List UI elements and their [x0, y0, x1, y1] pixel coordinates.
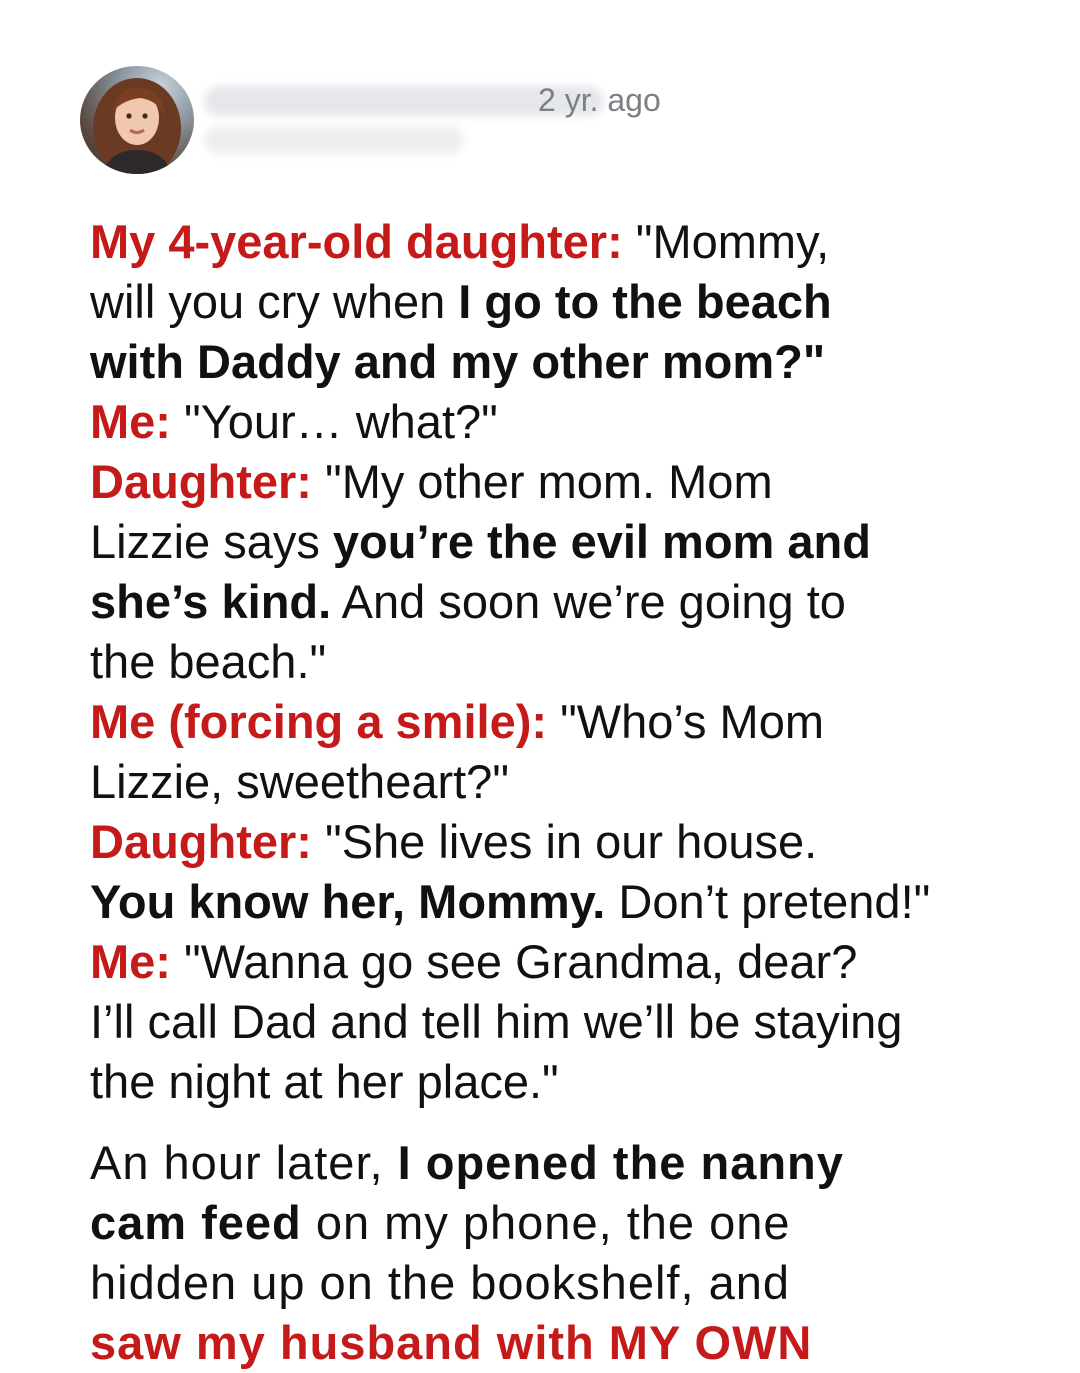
emphasis-text: I go to the beach: [458, 275, 832, 328]
post-timestamp: 2 yr. ago: [538, 82, 661, 118]
story-line: [90, 332, 1010, 392]
story-line: [90, 1313, 1010, 1373]
story-line: [90, 932, 1010, 992]
story-line: [90, 1133, 1010, 1193]
dialogue-text: Lizzie says: [90, 515, 333, 568]
story-line: [90, 1052, 1010, 1112]
dialogue-text: "Who’s Mom: [547, 695, 824, 748]
post-header: [80, 66, 980, 174]
dialogue-text: the night at her place.": [90, 1055, 559, 1108]
story-line: [90, 392, 1010, 452]
story-text: [90, 212, 1010, 1373]
emphasis-text: You know her, Mommy.: [90, 875, 606, 928]
dialogue-text: "My other mom. Mom: [311, 455, 773, 508]
dialogue-text: "Mommy,: [622, 215, 830, 268]
story-line: [90, 212, 1010, 272]
story-line: [90, 872, 1010, 932]
emphasis-text: I opened the nanny: [397, 1136, 844, 1189]
dialogue-text: the beach.": [90, 635, 327, 688]
story-line: [90, 692, 1010, 752]
story-line: [90, 572, 1010, 632]
story-line: [90, 752, 1010, 812]
story-line: [90, 812, 1010, 872]
story-line: [90, 272, 1010, 332]
emphasis-text: you’re the evil mom and: [332, 515, 871, 568]
story-line: [90, 452, 1010, 512]
avatar-photo-icon: [80, 66, 194, 174]
story-line: [90, 1253, 1010, 1313]
dialogue-text: "She lives in our house.: [311, 815, 818, 868]
speaker-label: Daughter:: [90, 455, 312, 508]
emphasis-text: with Daddy and my other mom?": [90, 335, 826, 388]
dialogue-text: Lizzie, sweetheart?": [90, 755, 510, 808]
dialogue-text: I’ll call Dad and tell him we’ll be staying: [90, 995, 903, 1048]
story-line: [90, 1193, 1010, 1253]
story-paragraph-2: [90, 1133, 1010, 1373]
dialogue-text: "Your… what?": [170, 395, 498, 448]
dialogue-text: will you cry when: [90, 275, 459, 328]
speaker-label: Daughter:: [90, 815, 312, 868]
speaker-label: Me:: [90, 935, 171, 988]
author-avatar[interactable]: [80, 66, 194, 174]
dialogue-text: "Wanna go see Grandma, dear?: [170, 935, 858, 988]
dialogue-text: Don’t pretend!": [605, 875, 931, 928]
narration-text: hidden up on the bookshelf, and: [90, 1256, 790, 1309]
story-line: [90, 632, 1010, 692]
dialogue-text: And soon we’re going to: [331, 575, 846, 628]
narration-text: on my phone, the one: [301, 1196, 791, 1249]
story-line: [90, 512, 1010, 572]
story-line: [90, 992, 1010, 1052]
emphasis-text: she’s kind.: [90, 575, 332, 628]
author-subtitle-redacted: [204, 126, 464, 154]
emphasis-text: cam feed: [90, 1196, 302, 1249]
speaker-label: Me:: [90, 395, 171, 448]
speaker-label: Me (forcing a smile):: [90, 695, 548, 748]
highlight-text: saw my husband with MY OWN: [90, 1316, 813, 1369]
speaker-label: My 4-year-old daughter:: [90, 215, 623, 268]
narration-text: An hour later,: [90, 1136, 398, 1189]
